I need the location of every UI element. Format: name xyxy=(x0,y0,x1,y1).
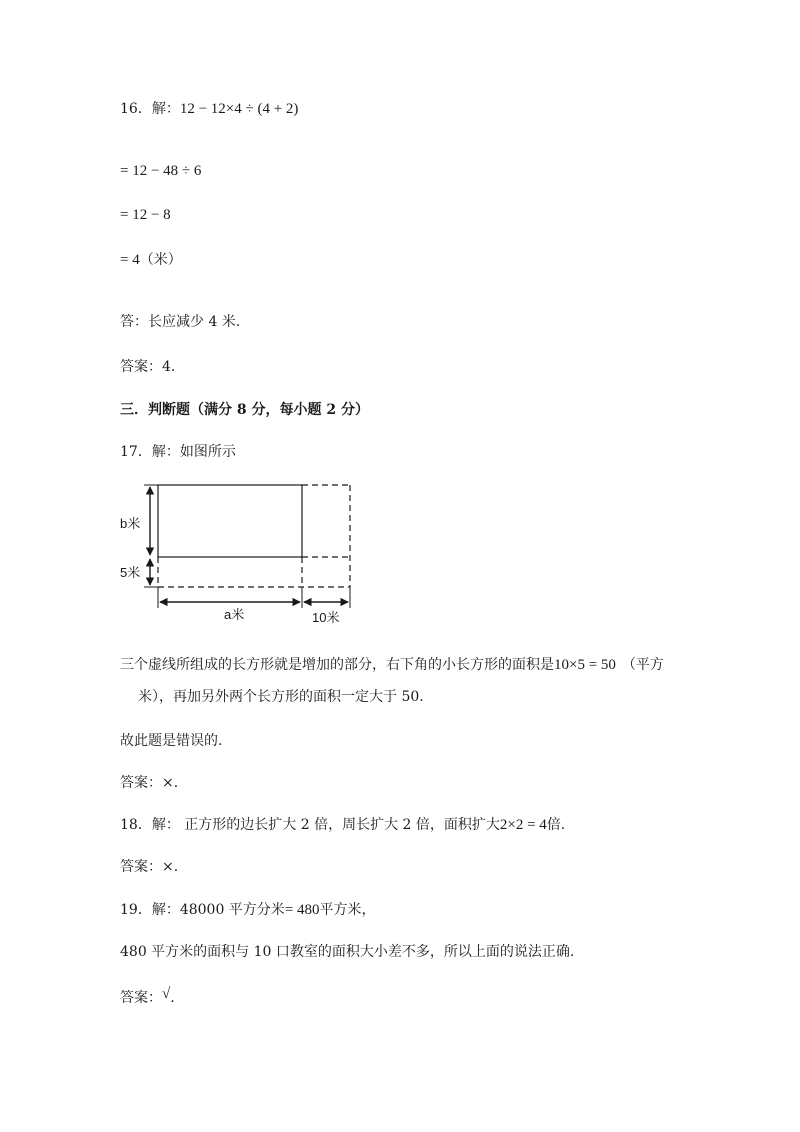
q16-step-2: = 12 − 8 xyxy=(120,207,171,223)
q17-rectangle-figure xyxy=(118,476,358,628)
q18-answer: 答案：×. xyxy=(120,859,179,875)
b-label: b米 xyxy=(120,516,141,531)
q19-line xyxy=(120,901,376,919)
q19-line-2: 480 平方米的面积与 10 口教室的面积大小差不多，所以上面的说法正确. xyxy=(120,944,575,960)
q19-text-end: 平方米， xyxy=(319,902,376,918)
q18-text-end: 倍. xyxy=(546,817,566,833)
five-label: 5米 xyxy=(120,565,141,580)
q18-line xyxy=(120,816,565,834)
ten-label: 10米 xyxy=(312,610,340,625)
q19-answer xyxy=(120,986,175,1007)
q17-explanation-line-1 xyxy=(120,656,664,674)
q17-answer: 答案：×. xyxy=(120,775,179,791)
q18-equation: 2×2 = 4 xyxy=(499,817,547,833)
q17-explanation-text: 三个虚线所组成的长方形就是增加的部分，右下角的小长方形的面积是 xyxy=(120,657,554,673)
q19-equation: = 480 xyxy=(284,902,320,918)
q16-step-3-value: = 4 xyxy=(120,252,140,268)
q17-explanation-line-2: 米），再加另外两个长方形的面积一定大于 50. xyxy=(138,689,424,705)
q19-text: 19．解：48000 平方分米 xyxy=(120,902,285,918)
q17-conclusion: 故此题是错误的. xyxy=(120,733,223,749)
q17-label: 17．解：如图所示 xyxy=(120,444,236,460)
q16-step-3-unit: （米） xyxy=(139,252,182,268)
q16-label: 16．解： xyxy=(120,101,180,117)
q17-area-equation: 10×5 = 50 xyxy=(554,657,616,673)
added-area-dashed-outline xyxy=(158,485,350,587)
original-rectangle xyxy=(158,485,302,557)
q16-step-3 xyxy=(120,251,182,269)
q17-explanation-unit-start: （平方 xyxy=(621,657,664,673)
q16-expression: 12 − 12×4 ÷ (4 + 2) xyxy=(179,101,299,117)
q16-answer: 答案：4. xyxy=(120,359,176,375)
q16-step-1: = 12 − 48 ÷ 6 xyxy=(120,163,202,179)
q18-text: 18．解： 正方形的边长扩大 2 倍，周长扩大 2 倍，面积扩大 xyxy=(120,817,500,833)
q16-line xyxy=(120,100,298,118)
a-label: a米 xyxy=(224,607,245,622)
q19-answer-period: . xyxy=(170,990,175,1006)
q16-answer-text: 答：长应减少 4 米. xyxy=(120,314,241,330)
q19-answer-label: 答案： xyxy=(120,990,162,1006)
section-3-heading: 三．判断题（满分 8 分，每小题 2 分） xyxy=(120,402,369,418)
check-mark: √ xyxy=(162,986,171,1002)
